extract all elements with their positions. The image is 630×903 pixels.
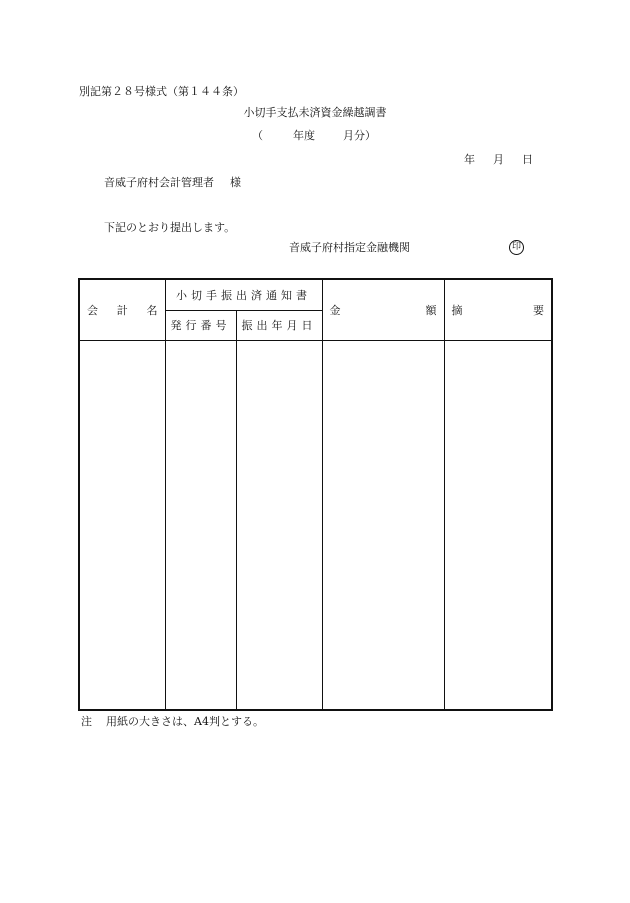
footnote-text: 用紙の大きさは、A4判とする。 — [106, 715, 264, 728]
header-issue-date: 振出年月日 — [236, 310, 322, 340]
addressee-name: 音威子府村会計管理者 — [104, 176, 214, 189]
amount-cell[interactable] — [322, 340, 444, 710]
fiscal-period-line — [252, 130, 376, 141]
document-title: 小切手支払未済資金繰越調書 — [243, 106, 387, 119]
table-body-row — [79, 340, 552, 710]
period-year-label: 年度 — [293, 129, 315, 142]
issue-date-cell[interactable] — [236, 340, 322, 710]
submission-statement: 下記のとおり提出します。 — [104, 221, 236, 234]
addressee-line — [104, 177, 241, 188]
addressee-honorific: 様 — [230, 176, 241, 189]
period-month-label: 月分） — [343, 129, 376, 142]
date-year-label: 年 — [464, 153, 475, 166]
header-amount: 金 額 — [322, 279, 444, 340]
header-check-notice-group: 小切手振出済通知書 — [165, 279, 322, 310]
issue-number-cell[interactable] — [165, 340, 236, 710]
table-header-row-1 — [79, 279, 552, 310]
header-account-name: 会 計 名 — [79, 279, 165, 340]
remarks-cell[interactable] — [444, 340, 552, 710]
seal-mark: 印 — [509, 240, 524, 255]
account-name-cell[interactable] — [79, 340, 165, 710]
footnote — [81, 716, 264, 727]
date-day-label: 日 — [522, 153, 533, 166]
footnote-label: 注 — [81, 715, 92, 728]
period-open-paren: （ — [252, 129, 263, 142]
form-number: 別記第２８号様式（第１４４条） — [79, 85, 244, 98]
carryover-report-table — [78, 278, 553, 711]
header-remarks: 摘 要 — [444, 279, 552, 340]
submission-date-line — [464, 154, 533, 165]
submitter-name: 音威子府村指定金融機関 — [289, 241, 410, 254]
header-issue-number: 発行番号 — [165, 310, 236, 340]
date-month-label: 月 — [493, 153, 504, 166]
